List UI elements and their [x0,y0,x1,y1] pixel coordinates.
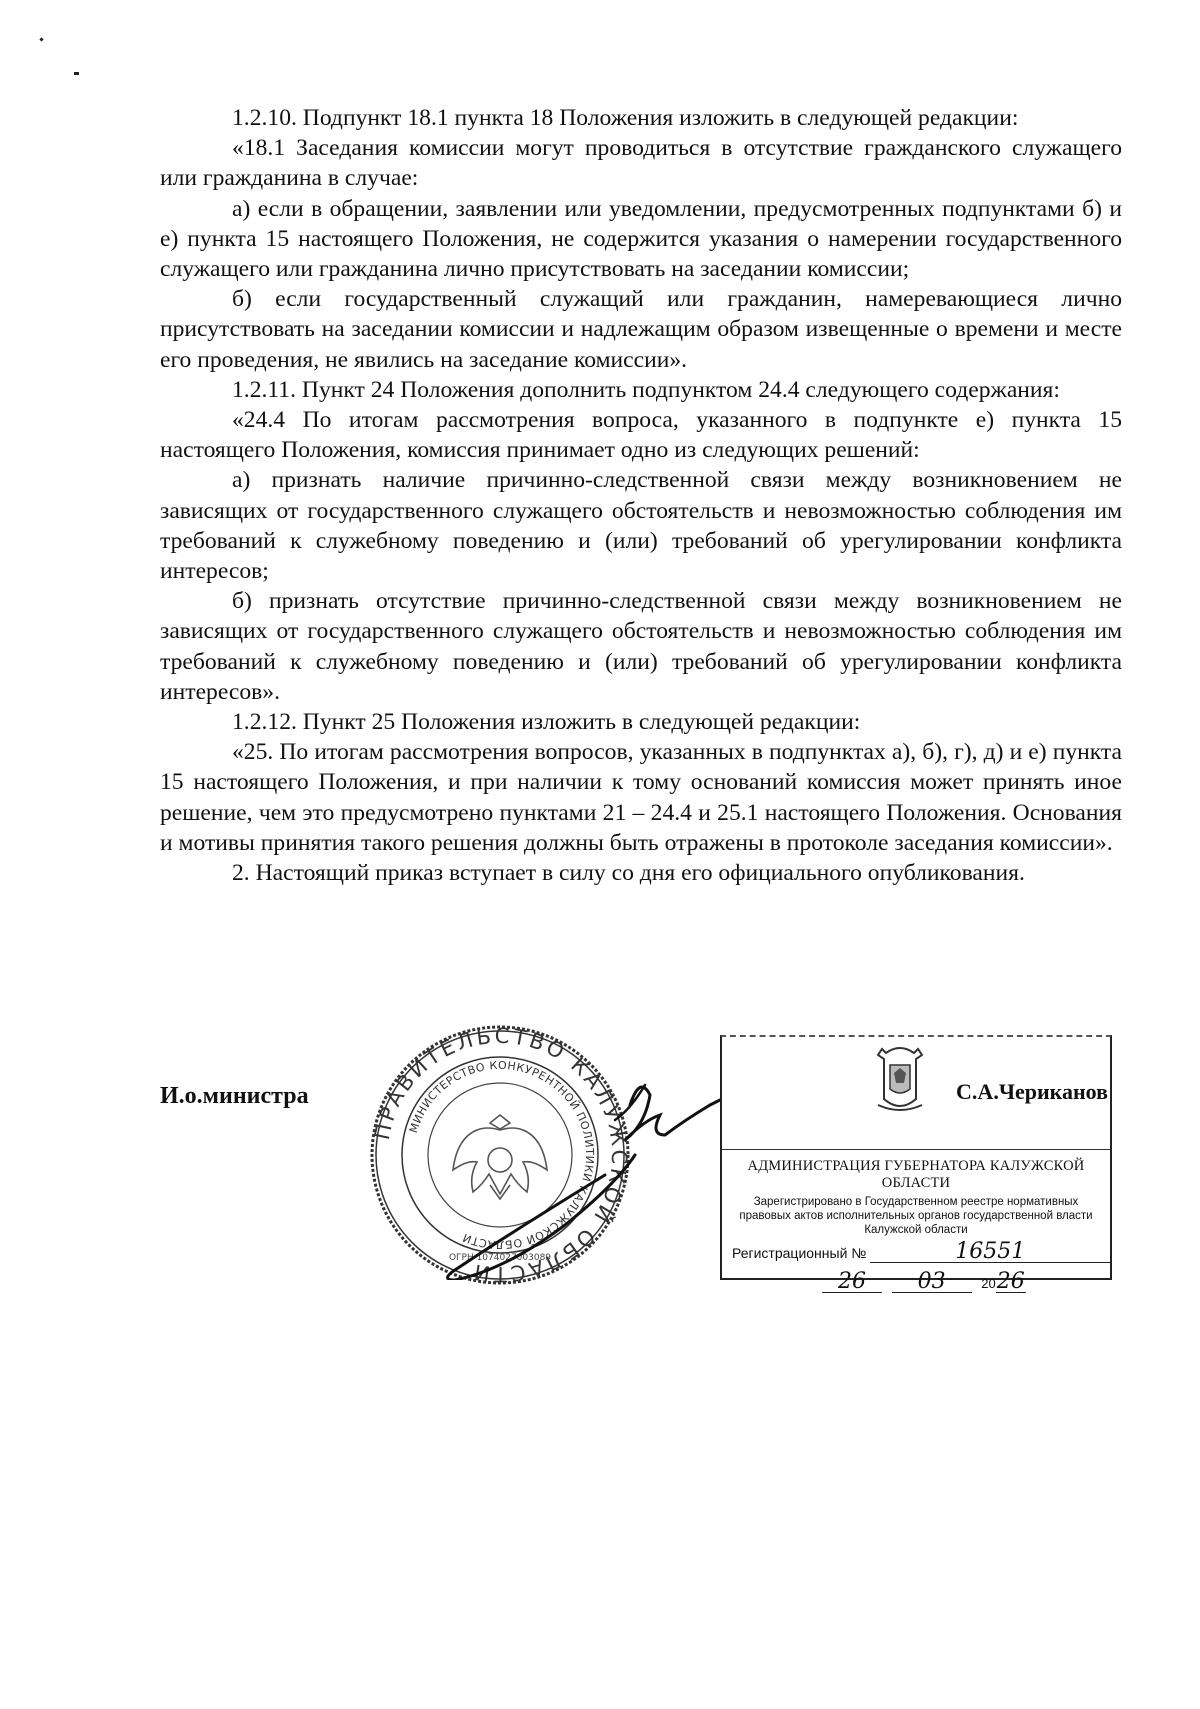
registration-note: Зарегистрировано в Государственном реестре нормативных правовых актов исполнительных органов государственной власти Калужской области [739,1196,1093,1236]
paragraph: «25. По итогам рассмотрения вопросов, указанных в подпунктах а), б), г), д) и е) пункта 15 настоящего Положения, и при наличии к тому оснований комиссия может принять иное решение, чем это предусмотрено пунктами 21 – 24.4 и 25.1 настоящего Положения. Основания и мотивы принятия такого решения должны быть отражены в протоколе заседания комиссии». [160,739,1122,856]
registration-stamp [720,1035,1112,1294]
registration-date-day: 26 [822,1272,882,1293]
signer-name: С.А.Чериканов [956,1079,1108,1104]
paragraph: б) признать отсутствие причинно-следственной связи между возникновением не зависящих от государственного служащего обстоятельств и невозможностью соблюдения им требований к служебному поведению и (или) требований об урегулировании конфликта интересов». [160,588,1122,705]
scan-speck [74,72,79,75]
paragraph: «18.1 Заседания комиссии могут проводиться в отсутствие гражданского служащего или гражданина в случае: [160,135,1122,192]
signer-title: И.о.министра [160,1083,309,1109]
registration-number-value: 16551 [870,1242,1110,1263]
registration-organization: АДМИНИСТРАЦИЯ ГУБЕРНАТОРА КАЛУЖСКОЙ ОБЛАСТИ [722,1149,1110,1192]
seal-inner-text: МИНИСТЕРСТВО КОНКУРЕНТНОЙ ПОЛИТИКИ КАЛУЖСКОЙ ОБЛАСТИ [407,1058,597,1252]
document-body [160,103,1122,888]
paragraph: а) признать наличие причинно-следственной связи между возникновением не зависящих от государственного служащего обстоятельств и невозможностью соблюдения им требований к служебному поведению и (или) требований об урегулировании конфликта интересов; [160,467,1122,585]
paragraph: 1.2.10. Подпункт 18.1 пункта 18 Положения изложить в следующей редакции: [232,105,1019,131]
registration-number-label: Регистрационный № [732,1245,867,1261]
coat-of-arms-icon [872,1045,928,1115]
registration-date-year-prefix: 20 [981,1276,996,1291]
registration-date [822,1269,1032,1294]
paragraph: «24.4 По итогам рассмотрения вопроса, указанного в подпункте е) пункта 15 настоящего Положения, комиссия принимает одно из следующих решений: [160,407,1122,464]
registration-number-row [732,1239,1102,1264]
paragraph: 1.2.12. Пункт 25 Положения изложить в следующей редакции: [232,709,861,736]
seal-ogrn: ОГРН 1074027003089 [448,1253,552,1263]
paragraph: 2. Настоящий приказ вступает в силу со дня его официального опубликования. [232,860,1025,887]
paragraph: а) если в обращении, заявлении или уведомлении, предусмотренных подпунктами б) и е) пункта 15 настоящего Положения, не содержится указания о намерении государственного служащего или гражданина лично присутствовать на заседании комиссии; [160,195,1122,283]
seal-outer-text: ПРАВИТЕЛЬСТВО КАЛУЖСКОЙ ОБЛАСТИ [369,1023,632,1287]
registration-date-year-suffix: 26 [996,1269,1025,1294]
paragraph: б) если государственный служащий или гражданин, намеревающиеся лично присутствовать на заседании комиссии и надлежащим образом извещенные о времени и месте его проведения, не явились на заседание комиссии». [160,286,1122,373]
paragraph: 1.2.11. Пункт 24 Положения дополнить подпунктом 24.4 следующего содержания: [232,376,1060,403]
registration-date-month: 03 [892,1272,972,1293]
scan-speck [39,37,43,41]
handwritten-signature [430,1060,750,1280]
